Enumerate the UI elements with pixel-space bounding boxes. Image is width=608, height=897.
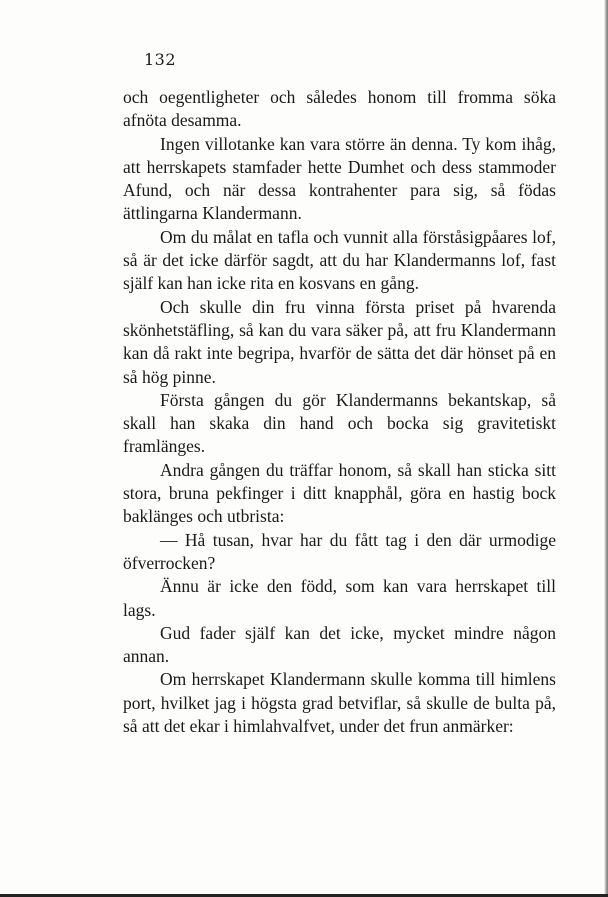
paragraph: Ännu är icke den född, som kan vara herrskapet till lags.	[123, 576, 556, 620]
paragraph: Ingen villotanke kan vara större än denna. Ty kom ihåg, att herrskapets stamfader hette Dumhet och dess stammoder Afund, och när dessa kontrahenter para sig, så födas ättlingarna Klandermann.	[123, 133, 556, 224]
paragraph: Gud fader själf kan det icke, mycket mindre någon annan.	[123, 622, 556, 667]
body-text	[123, 86, 556, 738]
paragraph: — Hå tusan, hvar har du fått tag i den där urmodige öfverrocken?	[123, 529, 556, 573]
paragraph: Om du målat en tafla och vunnit alla förståsigpåares lof, så är det icke därför sagdt, att du har Klandermanns lof, fast själf kan han icke rita en kosvans en gång.	[123, 226, 556, 294]
page-edge-shadow	[604, 0, 608, 897]
paragraph: Första gången du gör Klandermanns bekantskap, så skall han skaka din hand och bocka sig gravitetiskt framlänges.	[123, 389, 556, 457]
paragraph: Och skulle din fru vinna första priset på hvarenda skönhetstäfling, så kan du vara säker på, att fru Klandermann kan då rakt inte begripa, hvarför de sätta det där hönset på en så hög pinne.	[123, 296, 556, 387]
paragraph: och oegentligheter och således honom till fromma söka afnöta desamma.	[123, 87, 556, 131]
paragraph: Andra gången du träffar honom, så skall han sticka sitt stora, bruna pekfinger i ditt knapphål, göra en hastig bock baklänges och utbrista:	[123, 459, 556, 527]
paragraph: Om herrskapet Klandermann skulle komma till himlens port, hvilket jag i högsta grad betviflar, så skulle de bulta på, så att det ekar i himlahvalfvet, under det frun anmärker:	[123, 669, 556, 737]
page-number: 132	[144, 50, 177, 69]
